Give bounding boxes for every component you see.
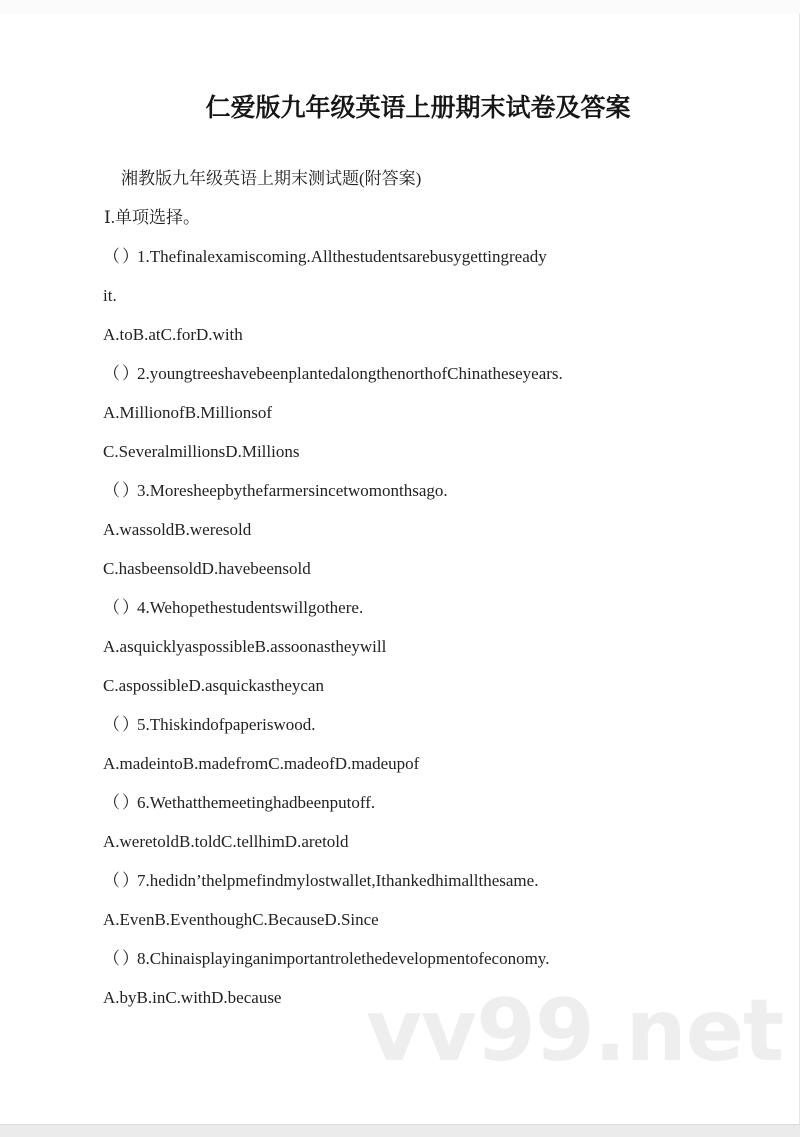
question-7-options: A.EvenB.EventhoughC.BecauseD.Since — [103, 910, 379, 929]
question-6 — [103, 792, 375, 814]
question-3-options-cd: C.hasbeensoldD.havebeensold — [103, 559, 311, 578]
question-4 — [103, 597, 363, 619]
question-8 — [103, 948, 549, 970]
question-1 — [103, 246, 547, 268]
section-heading: Ⅰ.单项选择。 — [104, 208, 200, 227]
question-1-options: A.toB.atC.forD.with — [103, 325, 243, 344]
question-text: 4.Wehopethestudentswillgothere. — [137, 598, 364, 617]
question-text: 8.Chinaisplayinganimportantrolethedevelopmentofeconomy. — [137, 949, 550, 968]
answer-blank: （） — [103, 715, 141, 734]
watermark: vv99.net — [366, 981, 784, 1081]
question-text: 6.Wethatthemeetinghadbeenputoff. — [137, 793, 376, 812]
question-text: 3.Moresheepbythefarmersincetwomonthsago. — [137, 481, 448, 500]
answer-blank: （） — [103, 949, 141, 968]
question-text: 2.youngtreeshavebeenplantedalongthenorthofChinatheseyears. — [137, 364, 563, 383]
question-text: 1.Thefinalexamiscoming.Allthestudentsarebusygettingready — [137, 247, 547, 266]
question-1-continuation: it. — [103, 286, 117, 305]
question-4-options-cd: C.aspossibleD.asquickastheycan — [103, 676, 324, 695]
question-4-options-ab: A.asquicklyaspossibleB.assoonastheywill — [103, 637, 387, 656]
answer-blank: （） — [103, 598, 141, 617]
question-3-options-ab: A.wassoldB.weresold — [103, 520, 252, 539]
question-3 — [103, 480, 448, 502]
question-2-options-ab: A.MillionofB.Millionsof — [103, 403, 273, 422]
page-bottom-edge — [0, 1124, 800, 1137]
question-7 — [103, 870, 538, 892]
question-5-options: A.madeintoB.madefromC.madeofD.madeupof — [103, 754, 420, 773]
question-6-options: A.weretoldB.toldC.tellhimD.aretold — [103, 832, 349, 851]
answer-blank: （） — [103, 793, 141, 812]
page-top-band — [0, 0, 800, 14]
answer-blank: （） — [103, 364, 141, 383]
answer-blank: （） — [103, 247, 141, 266]
question-text: 7.hedidn’thelpmefindmylostwallet,Ithankedhimallthesame. — [137, 871, 539, 890]
question-5 — [103, 714, 315, 736]
question-2 — [103, 363, 563, 385]
answer-blank: （） — [103, 481, 141, 500]
question-2-options-cd: C.SeveralmillionsD.Millions — [103, 442, 300, 461]
question-text: 5.Thiskindofpaperiswood. — [137, 715, 316, 734]
question-8-options: A.byB.inC.withD.because — [103, 988, 282, 1007]
document-subtitle: 湘教版九年级英语上期末测试题(附答案) — [121, 169, 422, 188]
answer-blank: （） — [103, 871, 141, 890]
page-title: 仁爱版九年级英语上册期末试卷及答案 — [205, 93, 631, 122]
